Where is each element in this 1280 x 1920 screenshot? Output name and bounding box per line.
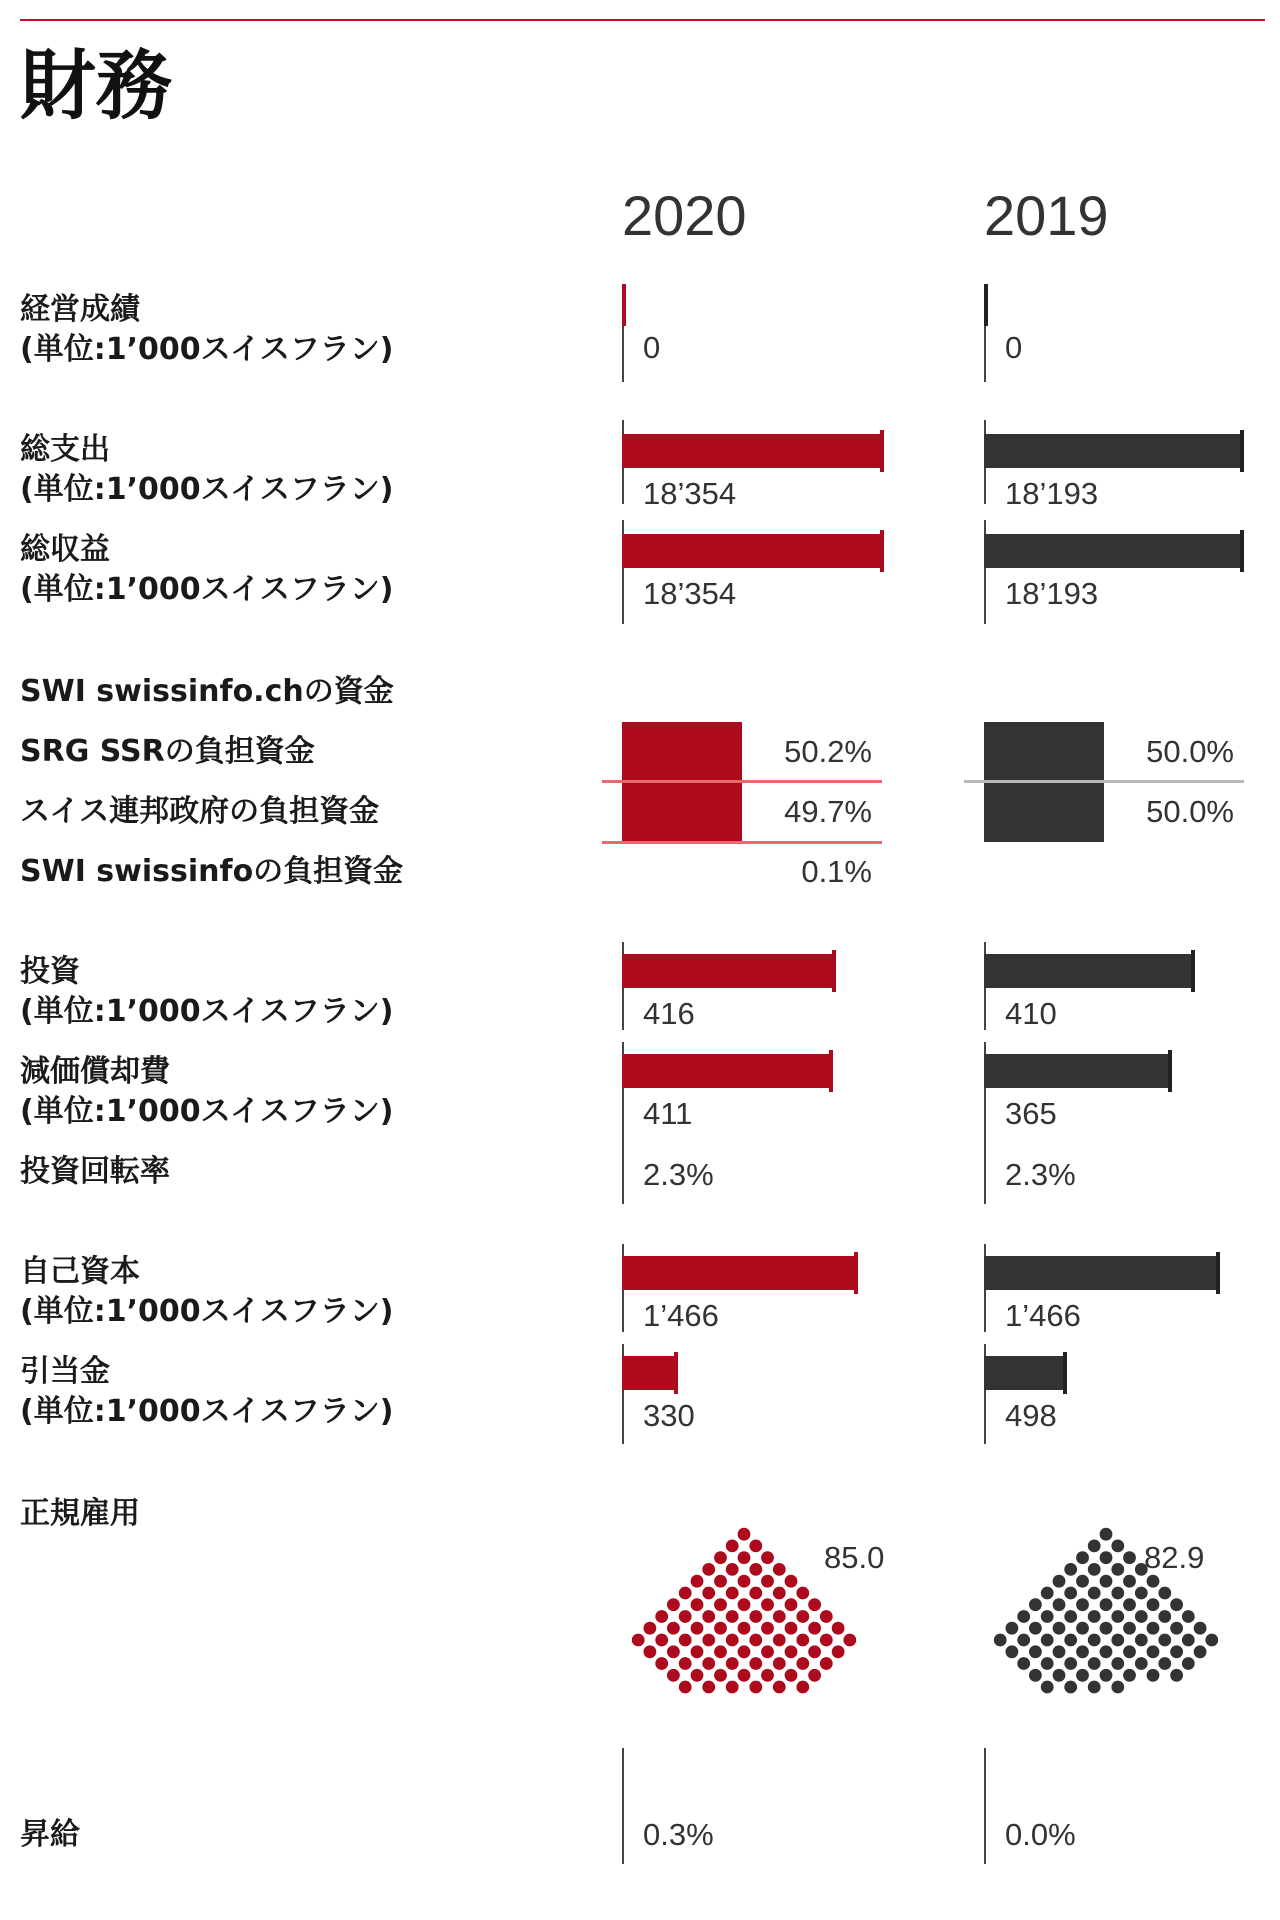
funding-divider-2-2020 [602,841,882,844]
employment-dot-2019-32 [1111,1610,1124,1623]
value-turnover-2020: 2.3% [643,1157,714,1192]
employment-dot-2020-33 [773,1610,786,1623]
employment-dot-2020-81 [726,1681,739,1694]
employment-dot-2020-19 [773,1587,786,1600]
employment-dot-2020-55 [644,1645,657,1658]
axis-turnover-2019 [984,1130,986,1204]
employment-dot-2019-69 [1135,1657,1148,1670]
employment-dot-2020-34 [796,1610,809,1623]
label-expense [20,430,393,510]
year-header-2020: 2020 [622,184,747,247]
employment-dot-2020-45 [632,1634,645,1647]
employment-dot-2019-68 [1111,1657,1124,1670]
employment-dot-2020-75 [738,1669,751,1682]
label-salary: 昇給 [20,1817,80,1852]
employment-dot-2019-54 [1205,1634,1218,1647]
label-provisions [20,1352,393,1432]
value-revenue-2020: 18’354 [643,576,737,611]
value-investment-2020: 416 [643,996,695,1031]
employment-dot-2019-81 [1088,1681,1101,1694]
employment-dot-2019-6 [1064,1563,1077,1576]
funding-block-0-2020 [622,722,742,782]
employment-dot-2020-20 [796,1587,809,1600]
employment-dot-2019-43 [1170,1622,1183,1635]
value-result-2019: 0 [1005,330,1023,365]
employment-dot-2020-74 [714,1669,727,1682]
bar-revenue-2019 [984,534,1240,568]
employment-dot-2019-80 [1064,1681,1077,1694]
label-revenue [20,530,393,610]
employment-dot-2020-16 [702,1587,715,1600]
employment-dot-2020-82 [749,1681,762,1694]
funding-value-1-2020: 49.7% [784,794,872,829]
employment-dot-2019-23 [1076,1598,1089,1611]
label-result [20,290,393,370]
employment-dot-2019-20 [1158,1587,1171,1600]
employment-dot-2019-57 [1053,1645,1066,1658]
label-result-text: 経営成績 [20,292,140,327]
employment-dot-2019-10 [1053,1575,1066,1588]
employment-dot-2020-23 [714,1598,727,1611]
bar-cap-result-2020 [622,284,626,326]
bar-cap-expense-2019 [1240,430,1244,472]
value-expense-2019: 18’193 [1005,476,1099,511]
employment-dot-2020-56 [667,1645,680,1658]
employment-dot-2020-41 [761,1622,774,1635]
employment-dot-2020-6 [702,1563,715,1576]
employment-dot-2019-21 [1029,1598,1042,1611]
employment-dot-2019-24 [1100,1598,1113,1611]
employment-dot-2020-37 [667,1622,680,1635]
employment-dot-2019-77 [1147,1669,1160,1682]
employment-dot-2020-79 [679,1681,692,1694]
employment-dot-2019-26 [1147,1598,1160,1611]
employment-dot-2019-49 [1088,1634,1101,1647]
bar-cap-result-2019 [984,284,988,326]
employment-dot-2020-30 [702,1610,715,1623]
bar-expense-2020 [622,434,880,468]
employment-dot-2020-18 [749,1587,762,1600]
label-equity [20,1252,393,1332]
employment-dot-2019-74 [1076,1669,1089,1682]
label-expense-text: 総支出 [20,432,110,467]
employment-dot-2019-51 [1135,1634,1148,1647]
employment-dot-2020-70 [796,1657,809,1670]
employment-dot-2020-7 [726,1563,739,1576]
employment-dot-2020-28 [655,1610,668,1623]
employment-dot-2019-37 [1029,1622,1042,1635]
employment-dot-2019-31 [1088,1610,1101,1623]
employment-dot-2019-79 [1041,1681,1054,1694]
employment-dot-2019-53 [1182,1634,1195,1647]
employment-dot-2019-46 [1017,1634,1030,1647]
employment-dot-2019-13 [1123,1575,1136,1588]
employment-dot-2020-32 [749,1610,762,1623]
employment-dot-2019-75 [1100,1669,1113,1682]
employment-dot-2020-83 [773,1681,786,1694]
employment-dot-2020-77 [785,1669,798,1682]
employment-dot-2019-28 [1017,1610,1030,1623]
employment-dot-2019-8 [1111,1563,1124,1576]
employment-dot-2019-29 [1041,1610,1054,1623]
employment-dot-2020-38 [691,1622,704,1635]
label-depreciation [20,1052,393,1132]
employment-dot-2019-39 [1076,1622,1089,1635]
year-header-2019: 2019 [984,184,1109,247]
employment-dot-2020-9 [773,1563,786,1576]
employment-dot-2019-78 [1170,1669,1183,1682]
employment-dot-2020-25 [761,1598,774,1611]
employment-dot-2020-36 [644,1622,657,1635]
employment-dot-2020-4 [738,1551,751,1564]
employment-dot-2019-60 [1123,1645,1136,1658]
employment-dot-2019-18 [1111,1587,1124,1600]
employment-dot-2019-59 [1100,1645,1113,1658]
label-depreciation-text: 減価償却費 [20,1054,170,1089]
employment-dot-2020-58 [714,1645,727,1658]
employment-dot-2020-26 [785,1598,798,1611]
employment-dot-2020-66 [702,1657,715,1670]
bar-cap-revenue-2020 [880,530,884,572]
bar-expense-2019 [984,434,1240,468]
value-turnover-2019: 2.3% [1005,1157,1076,1192]
funding-heading: SWI swissinfo.chの資金 [20,674,394,709]
value-investment-2019: 410 [1005,996,1057,1031]
employment-dot-2019-70 [1158,1657,1171,1670]
employment-dot-2019-61 [1147,1645,1160,1658]
employment-dot-2020-5 [761,1551,774,1564]
bar-provisions-2019 [984,1356,1063,1390]
employment-dot-2019-0 [1100,1528,1113,1541]
employment-dot-2019-7 [1088,1563,1101,1576]
bar-revenue-2020 [622,534,880,568]
label-revenue-text: 総収益 [20,532,110,567]
funding-value-1-2019: 50.0% [1146,794,1234,829]
employment-dot-2020-57 [691,1645,704,1658]
employment-dot-2019-67 [1088,1657,1101,1670]
employment-dot-2019-25 [1123,1598,1136,1611]
employment-dot-2020-40 [738,1622,751,1635]
label-equity-unit: (単位:1’000スイスフラン) [20,1294,394,1329]
employment-dot-2020-84 [796,1681,809,1694]
value-depreciation-2020: 411 [643,1096,693,1131]
employment-dot-2020-51 [773,1634,786,1647]
employment-dot-2020-8 [749,1563,762,1576]
bar-equity-2019 [984,1256,1216,1290]
employment-dot-2020-39 [714,1622,727,1635]
employment-dot-2020-11 [714,1575,727,1588]
employment-dot-2020-27 [808,1598,821,1611]
bar-cap-depreciation-2019 [1168,1050,1172,1092]
funding-divider-1-2020 [602,780,882,783]
label-turnover [20,1152,170,1192]
label-provisions-text: 引当金 [20,1354,110,1389]
employment-dot-2019-65 [1041,1657,1054,1670]
funding-value-0-2020: 50.2% [784,734,872,769]
employment-dot-2019-71 [1182,1657,1195,1670]
employment-dot-2019-41 [1123,1622,1136,1635]
employment-dot-2019-5 [1123,1551,1136,1564]
employment-dot-2020-80 [702,1681,715,1694]
bar-cap-equity-2019 [1216,1252,1220,1294]
bar-cap-equity-2020 [854,1252,858,1294]
employment-dot-2019-48 [1064,1634,1077,1647]
employment-dot-2019-73 [1053,1669,1066,1682]
label-provisions-unit: (単位:1’000スイスフラン) [20,1394,394,1429]
value-salary-2020: 0.3% [643,1817,714,1852]
page-title: 財務 [20,41,172,130]
employment-dot-2019-22 [1053,1598,1066,1611]
bar-cap-provisions-2020 [674,1352,678,1394]
employment-dot-2020-67 [726,1657,739,1670]
value-revenue-2019: 18’193 [1005,576,1099,611]
employment-dot-2020-47 [679,1634,692,1647]
employment-dot-2020-48 [702,1634,715,1647]
bar-cap-expense-2020 [880,430,884,472]
employment-dot-2019-52 [1158,1634,1171,1647]
employment-dot-2020-60 [761,1645,774,1658]
employment-dot-2019-12 [1100,1575,1113,1588]
bar-cap-depreciation-2020 [829,1050,833,1092]
employment-dot-2020-10 [691,1575,704,1588]
employment-dot-2020-0 [738,1528,751,1541]
employment-dot-2020-73 [691,1669,704,1682]
employment-dot-2019-72 [1029,1669,1042,1682]
label-employment: 正規雇用 [20,1496,140,1531]
employment-dot-2020-71 [820,1657,833,1670]
value-result-2020: 0 [643,330,661,365]
employment-dot-2020-14 [785,1575,798,1588]
employment-dot-2019-19 [1135,1587,1148,1600]
employment-dot-2019-55 [1006,1645,1019,1658]
employment-dot-2020-65 [679,1657,692,1670]
value-expense-2020: 18’354 [643,476,737,511]
value-provisions-2019: 498 [1005,1398,1057,1433]
value-depreciation-2019: 365 [1005,1096,1057,1131]
funding-block-1-2020 [622,782,742,842]
employment-dot-2019-62 [1170,1645,1183,1658]
employment-value-2019: 82.9 [1144,1540,1205,1575]
employment-dot-2019-44 [1194,1622,1207,1635]
value-equity-2020: 1’466 [643,1298,719,1333]
bar-cap-investment-2019 [1191,950,1195,992]
label-depreciation-unit: (単位:1’000スイスフラン) [20,1094,394,1129]
employment-dot-2019-14 [1147,1575,1160,1588]
employment-dot-2019-3 [1076,1551,1089,1564]
employment-value-2020: 85.0 [824,1540,885,1575]
employment-dot-2019-2 [1111,1540,1124,1553]
label-investment-unit: (単位:1’000スイスフラン) [20,994,394,1029]
employment-dot-2020-21 [667,1598,680,1611]
employment-dot-2019-38 [1053,1622,1066,1635]
employment-dot-2019-34 [1158,1610,1171,1623]
employment-dot-2020-17 [726,1587,739,1600]
funding-block-1-2019 [984,782,1104,842]
label-equity-text: 自己資本 [20,1254,140,1289]
employment-dot-2020-24 [738,1598,751,1611]
employment-dot-2019-11 [1076,1575,1089,1588]
employment-dot-2020-63 [832,1645,845,1658]
employment-dot-2020-68 [749,1657,762,1670]
employment-dot-2020-12 [738,1575,751,1588]
employment-dot-2019-56 [1029,1645,1042,1658]
employment-dot-2019-42 [1147,1622,1160,1635]
employment-dot-2019-50 [1111,1634,1124,1647]
funding-block-0-2019 [984,722,1104,782]
funding-label-federal: スイス連邦政府の負担資金 [20,794,380,829]
bar-investment-2019 [984,954,1191,988]
funding-value-2-2020: 0.1% [801,854,872,889]
employment-dot-2019-45 [994,1634,1007,1647]
employment-dot-2020-72 [667,1669,680,1682]
funding-divider-1-2019 [964,780,1244,783]
employment-dot-2020-31 [726,1610,739,1623]
employment-dot-2020-59 [738,1645,751,1658]
employment-dot-2019-47 [1041,1634,1054,1647]
employment-dot-2020-49 [726,1634,739,1647]
employment-dot-2020-69 [773,1657,786,1670]
employment-dot-2019-16 [1064,1587,1077,1600]
label-investment [20,952,393,1032]
employment-dot-2019-64 [1017,1657,1030,1670]
funding-label-srg: SRG SSRの負担資金 [20,734,315,769]
label-investment-text: 投資 [20,954,80,989]
employment-dot-2020-3 [714,1551,727,1564]
bar-equity-2020 [622,1256,854,1290]
value-salary-2019: 0.0% [1005,1817,1076,1852]
employment-dot-2020-44 [832,1622,845,1635]
employment-dot-2020-64 [655,1657,668,1670]
employment-dot-2020-13 [761,1575,774,1588]
employment-dot-2020-78 [808,1669,821,1682]
value-equity-2019: 1’466 [1005,1298,1081,1333]
bar-depreciation-2019 [984,1054,1168,1088]
employment-dot-2020-22 [691,1598,704,1611]
employment-dot-2019-27 [1170,1598,1183,1611]
employment-dot-2020-76 [761,1669,774,1682]
employment-dot-2019-17 [1088,1587,1101,1600]
employment-dot-2019-63 [1194,1645,1207,1658]
employment-dot-2019-66 [1064,1657,1077,1670]
label-expense-unit: (単位:1’000スイスフラン) [20,472,394,507]
employment-dot-2019-1 [1088,1540,1101,1553]
bar-cap-revenue-2019 [1240,530,1244,572]
value-provisions-2020: 330 [643,1398,695,1433]
employment-dot-2019-35 [1182,1610,1195,1623]
employment-dot-2020-62 [808,1645,821,1658]
bar-provisions-2020 [622,1356,674,1390]
label-result-unit: (単位:1’000スイスフラン) [20,332,394,367]
employment-dot-2019-33 [1135,1610,1148,1623]
employment-dot-2020-15 [679,1587,692,1600]
funding-value-0-2019: 50.0% [1146,734,1234,769]
label-turnover-text: 投資回転率 [20,1154,170,1189]
label-revenue-unit: (単位:1’000スイスフラン) [20,572,394,607]
employment-dot-2020-43 [808,1622,821,1635]
funding-label-swi: SWI swissinfoの負担資金 [20,854,404,889]
employment-dot-2019-40 [1100,1622,1113,1635]
employment-dot-2019-15 [1041,1587,1054,1600]
employment-dot-2019-4 [1100,1551,1113,1564]
axis-turnover-2020 [622,1130,624,1204]
employment-dot-2019-76 [1123,1669,1136,1682]
employment-dot-2020-46 [655,1634,668,1647]
employment-dot-2020-42 [785,1622,798,1635]
employment-dot-2019-58 [1076,1645,1089,1658]
title-rule [20,19,1265,21]
employment-dot-2020-53 [820,1634,833,1647]
employment-dot-2020-29 [679,1610,692,1623]
employment-dot-2020-50 [749,1634,762,1647]
employment-dot-2020-2 [749,1540,762,1553]
employment-dot-2019-30 [1064,1610,1077,1623]
bar-investment-2020 [622,954,832,988]
employment-dot-2020-61 [785,1645,798,1658]
employment-dot-2019-36 [1006,1622,1019,1635]
employment-dot-2020-1 [726,1540,739,1553]
employment-dot-2020-52 [796,1634,809,1647]
bar-cap-investment-2020 [832,950,836,992]
employment-dot-2020-54 [843,1634,856,1647]
bar-cap-provisions-2019 [1063,1352,1067,1394]
employment-dot-2020-35 [820,1610,833,1623]
bar-depreciation-2020 [622,1054,829,1088]
employment-dot-2019-82 [1111,1681,1124,1694]
